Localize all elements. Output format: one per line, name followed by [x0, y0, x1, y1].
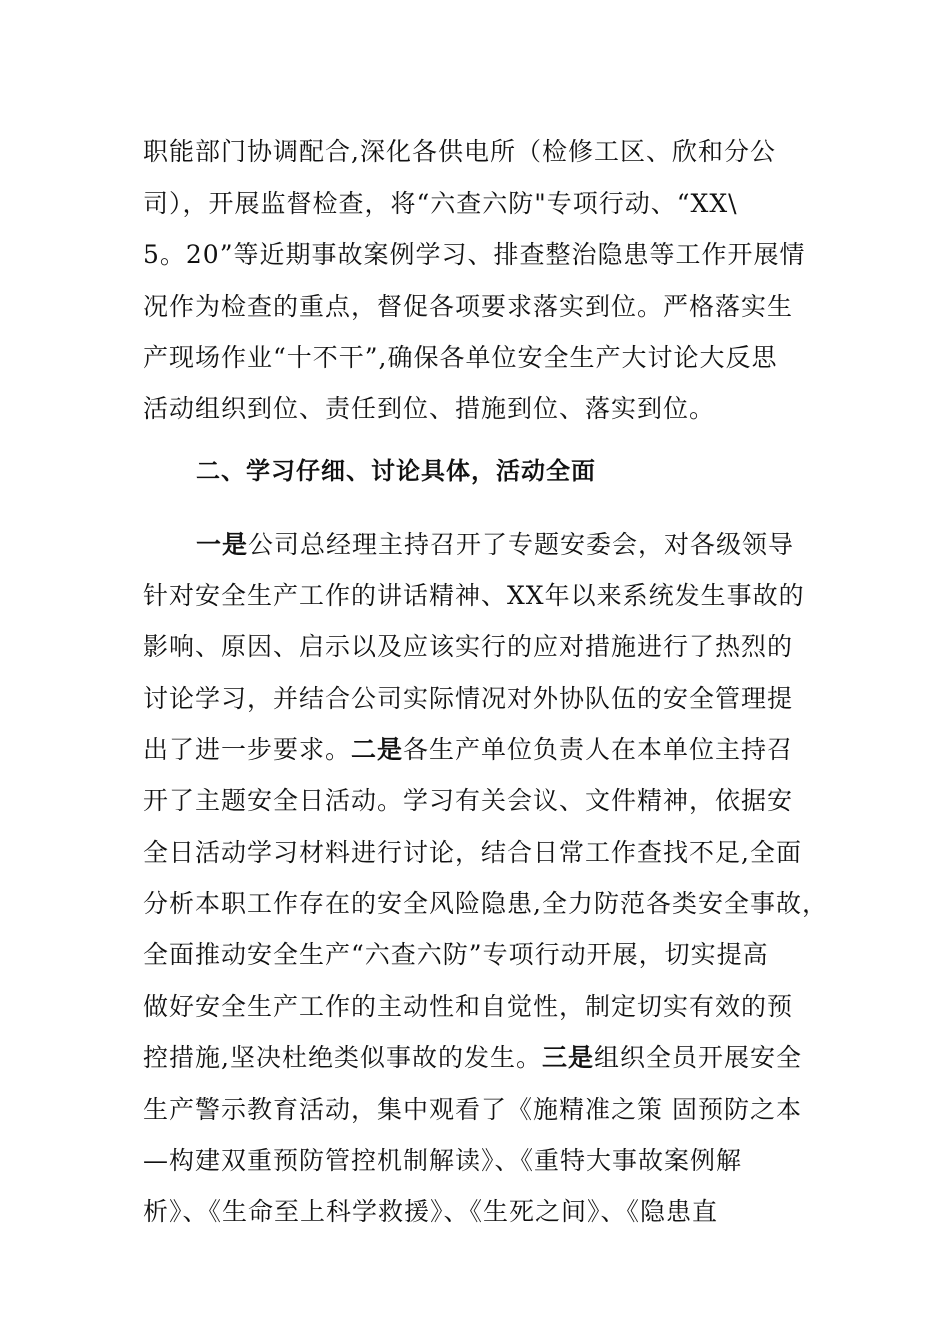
para2-line-5-post: 各生产单位负责人在本单位主持召: [403, 735, 794, 764]
para2-line-8: 分析本职工作存在的安全风险隐患,全力防范各类安全事故，: [143, 889, 828, 918]
para2-line-2: 针对安全生产工作的讲话精神、XX年以来系统发生事故的: [143, 581, 805, 610]
para1-line-5: 产现场作业“十不干”,确保各单位安全生产大讨论大反思: [143, 343, 778, 372]
para2-line-14: 析》、《生命至上科学救援》、《生死之间》、《隐患直: [143, 1197, 719, 1226]
keyword-third: 三是: [541, 1043, 594, 1072]
para2-line-13: —构建双重预防管控机制解读》、《重特大事故案例解: [143, 1146, 743, 1175]
para2-line-11: [143, 1043, 802, 1073]
para2-line-11-pre: 控措施,坚决杜绝类似事故的发生。: [143, 1043, 542, 1072]
para2-line-7: 全日活动学习材料进行讨论，结合日常工作查找不足,全面: [143, 838, 802, 867]
section-heading: 二、学习仔细、讨论具体，活动全面: [196, 457, 596, 485]
para2-line-12: 生产警示教育活动，集中观看了《施精准之策 固预防之本: [143, 1095, 802, 1124]
para2-line-1-text: 公司总经理主持召开了专题安委会，对各级领导: [248, 530, 795, 559]
keyword-second: 二是: [351, 735, 404, 764]
para2-line-5: [143, 735, 793, 765]
para2-line-10: 做好安全生产工作的主动性和自觉性，制定切实有效的预: [143, 992, 794, 1021]
para1-line-1: 职能部门协调配合,深化各供电所（检修工区、欣和分公: [143, 137, 776, 166]
para2-line-9: 全面推动安全生产“六查六防”专项行动开展，切实提高: [143, 940, 769, 969]
para2-line-4: 讨论学习，并结合公司实际情况对外协队伍的安全管理提: [143, 684, 794, 713]
para1-line-6: 活动组织到位、责任到位、措施到位、落实到位。: [143, 394, 716, 423]
keyword-first: 一是: [196, 530, 249, 559]
para2-line-5-pre: 出了进一步要求。: [143, 735, 352, 764]
para1-line-3: 5。20”等近期事故案例学习、排查整治隐患等工作开展情: [143, 240, 806, 269]
para1-line-4: 况作为检查的重点，督促各项要求落实到位。严格落实生: [143, 292, 794, 321]
para2-line-1: [196, 530, 794, 560]
para1-line-2: 司），开展监督检查，将“六查六防"专项行动、“XX\: [143, 189, 738, 218]
para2-line-3: 影响、原因、启示以及应该实行的应对措施进行了热烈的: [143, 632, 794, 661]
para2-line-6: 开了主题安全日活动。学习有关会议、文件精神，依据安: [143, 786, 794, 815]
para2-line-11-post: 组织全员开展安全: [593, 1043, 802, 1072]
